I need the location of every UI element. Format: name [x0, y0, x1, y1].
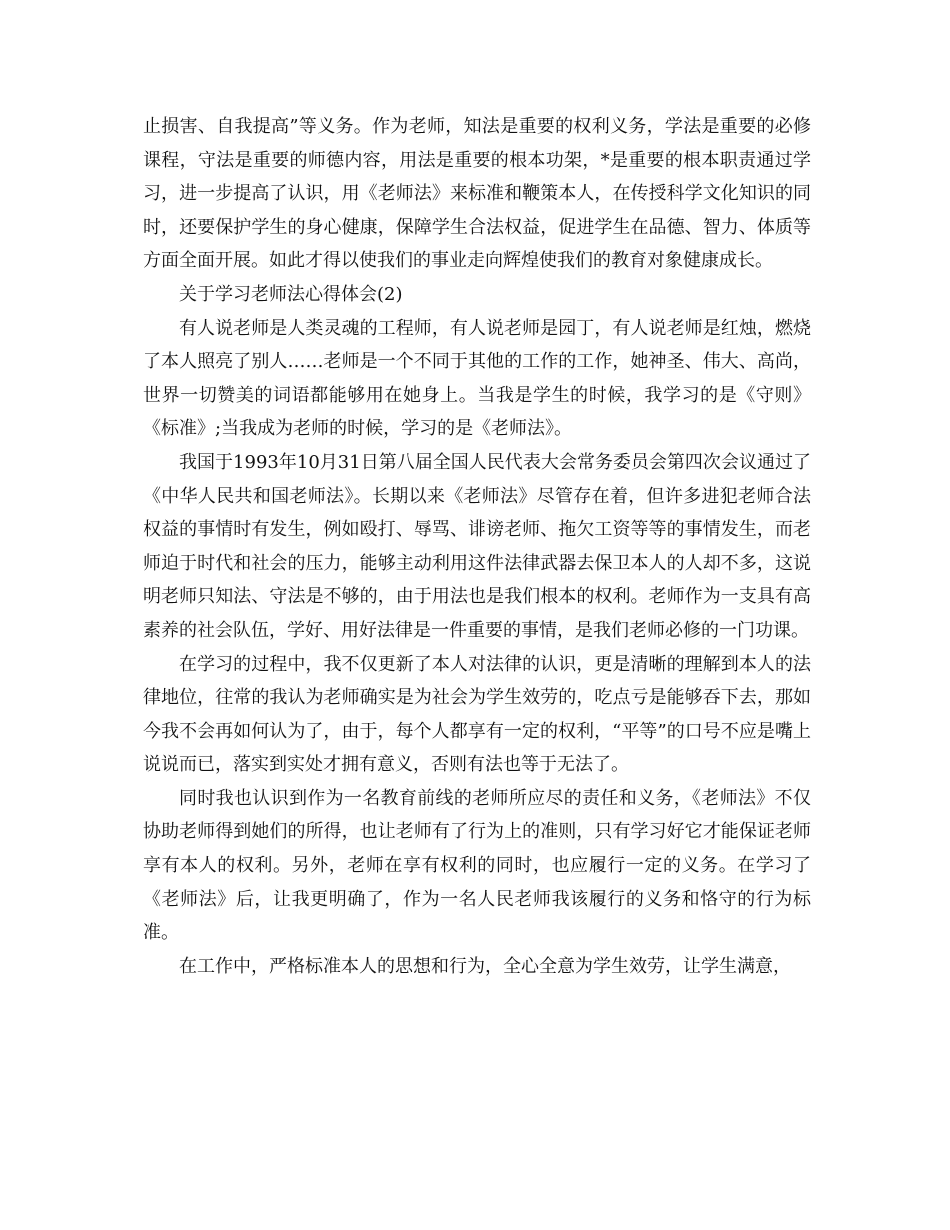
- section-heading: 关于学习老师法心得体会(2): [179, 283, 403, 305]
- paragraph: 有人说老师是人类灵魂的工程师，有人说老师是园丁，有人说老师是红烛，燃烧了本人照亮了别人……老师是一个不同于其他的工作的工作，她神圣、伟大、高尚，世界一切赞美的词语都能够用在她身上。当我是学生的时候，我学习的是《守则》《标准》;当我成为老师的时候，学习的是《老师法》。: [143, 317, 811, 440]
- paragraph: 在学习的过程中，我不仅更新了本人对法律的认识，更是清晰的理解到本人的法律地位，往常的我认为老师确实是为社会为学生效劳的，吃点亏是能够吞下去，那如今我不会再如何认为了，由于，每个人都享有一定的权利，“平等”的口号不应是嘴上说说而已，落实到实处才拥有意义，否则有法也等于无法了。: [143, 653, 811, 776]
- paragraph: 我国于1993年10月31日第八届全国人民代表大会常务委员会第四次会议通过了《中华人民共和国老师法》。长期以来《老师法》尽管存在着，但许多进犯老师合法权益的事情时有发生，例如殴打、辱骂、诽谤老师、拖欠工资等等的事情发生，而老师迫于时代和社会的压力，能够主动利用这件法律武器去保卫本人的人却不多，这说明老师只知法、守法是不够的，由于用法也是我们根本的权利。老师作为一支具有高素养的社会队伍，学好、用好法律是一件重要的事情，是我们老师必修的一门功课。: [143, 451, 811, 641]
- paragraph-continued: 止损害、自我提高”等义务。作为老师，知法是重要的权利义务，学法是重要的必修课程，守法是重要的师德内容，用法是重要的根本功架，*是重要的根本职责通过学习，进一步提高了认识，用《老师法》来标准和鞭策本人，在传授科学文化知识的同时，还要保护学生的身心健康，保障学生合法权益，促进学生在品德、智力、体质等方面全面开展。如此才得以使我们的事业走向辉煌使我们的教育对象健康成长。: [143, 116, 811, 272]
- paragraph: 同时我也认识到作为一名教育前线的老师所应尽的责任和义务，《老师法》不仅协助老师得到她们的所得，也让老师有了行为上的准则，只有学习好它才能保证老师享有本人的权利。另外，老师在享有权利的同时，也应履行一定的义务。在学习了《老师法》后，让我更明确了，作为一名人民老师我该履行的义务和恪守的行为标准。: [143, 787, 811, 944]
- paragraph: 在工作中，严格标准本人的思想和行为，全心全意为学生效劳，让学生满意，: [179, 955, 791, 977]
- document-body: [143, 110, 811, 983]
